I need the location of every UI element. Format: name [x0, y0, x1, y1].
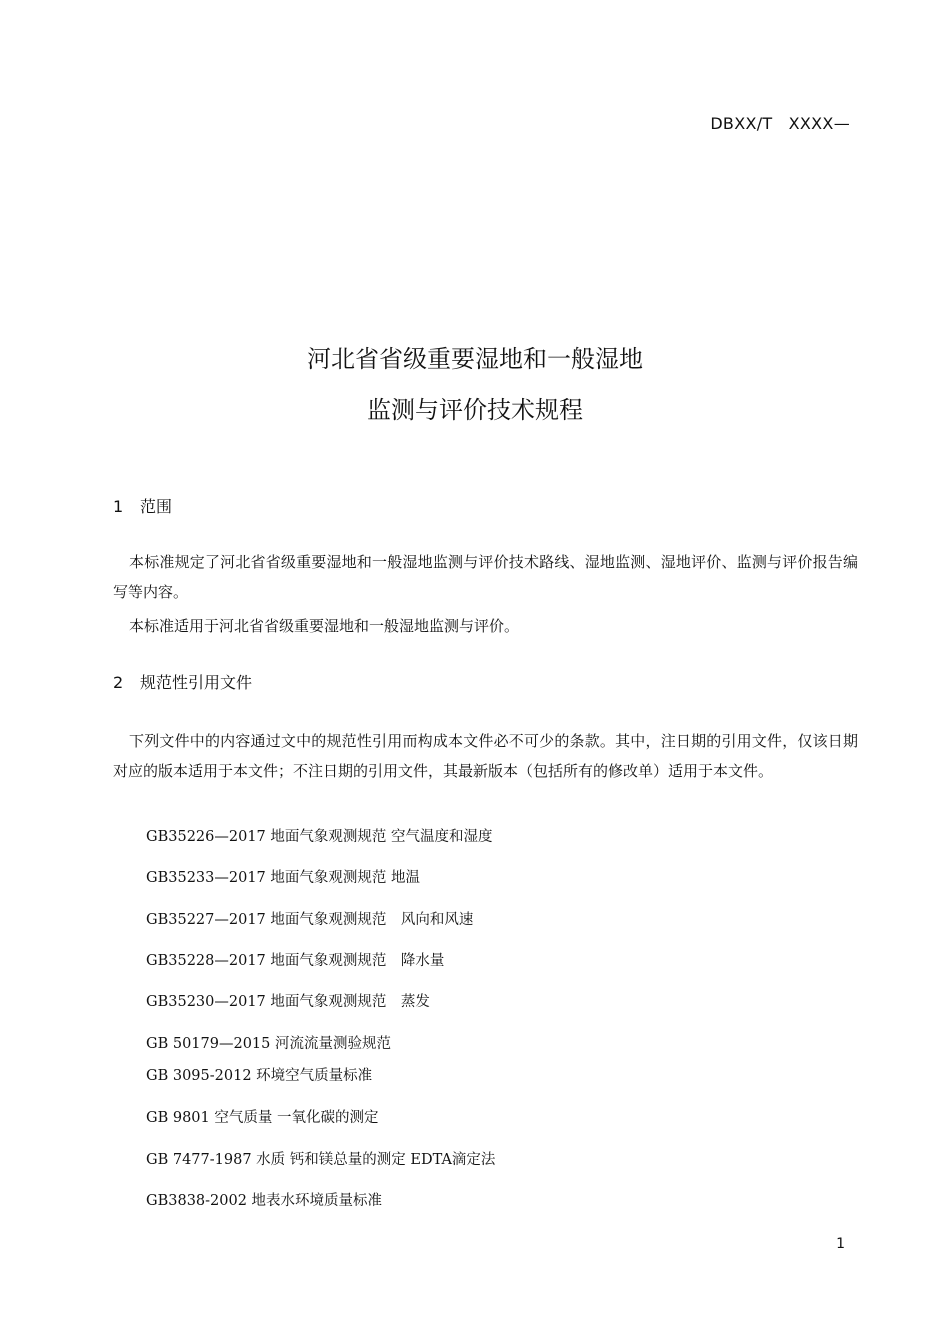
page-number: 1: [836, 1236, 845, 1252]
section-1-heading: [113, 494, 172, 517]
section-2-heading: [113, 670, 252, 693]
section-2-number: 2: [113, 673, 124, 692]
reference-item: GB35228—2017 地面气象观测规范 降水量: [146, 953, 445, 969]
section-2-title: 规范性引用文件: [140, 673, 253, 692]
reference-item: GB 3095-2012 环境空气质量标准: [146, 1068, 373, 1084]
section-1-number: 1: [113, 497, 124, 516]
document-title-line-1: 河北省省级重要湿地和一般湿地: [307, 345, 643, 373]
document-code: DBXX/T XXXX—: [710, 114, 850, 133]
reference-item: GB 9801 空气质量 一氧化碳的测定: [146, 1110, 379, 1126]
reference-item: GB35227—2017 地面气象观测规范 风向和风速: [146, 912, 474, 928]
section-1-paragraph-1: 本标准规定了河北省省级重要湿地和一般湿地监测与评价技术路线、湿地监测、湿地评价、监测与评价报告编写等内容。: [113, 553, 858, 601]
reference-item: GB35226—2017 地面气象观测规范 空气温度和湿度: [146, 829, 493, 845]
reference-item: GB35230—2017 地面气象观测规范 蒸发: [146, 994, 430, 1010]
reference-item: GB3838-2002 地表水环境质量标准: [146, 1193, 383, 1209]
section-2-intro-paragraph: 下列文件中的内容通过文中的规范性引用而构成本文件必不可少的条款。其中，注日期的引用文件，仅该日期对应的版本适用于本文件；不注日期的引用文件，其最新版本（包括所有的修改单）适用于本文件。: [113, 732, 858, 780]
reference-item: GB35233—2017 地面气象观测规范 地温: [146, 870, 420, 886]
section-1-paragraph-2: 本标准适用于河北省省级重要湿地和一般湿地监测与评价。: [129, 617, 520, 635]
reference-item: GB 7477-1987 水质 钙和镁总量的测定 EDTA滴定法: [146, 1152, 496, 1168]
document-title-line-2: 监测与评价技术规程: [367, 396, 583, 424]
section-1-title: 范围: [140, 497, 173, 516]
reference-item: GB 50179—2015 河流流量测验规范: [146, 1036, 391, 1052]
